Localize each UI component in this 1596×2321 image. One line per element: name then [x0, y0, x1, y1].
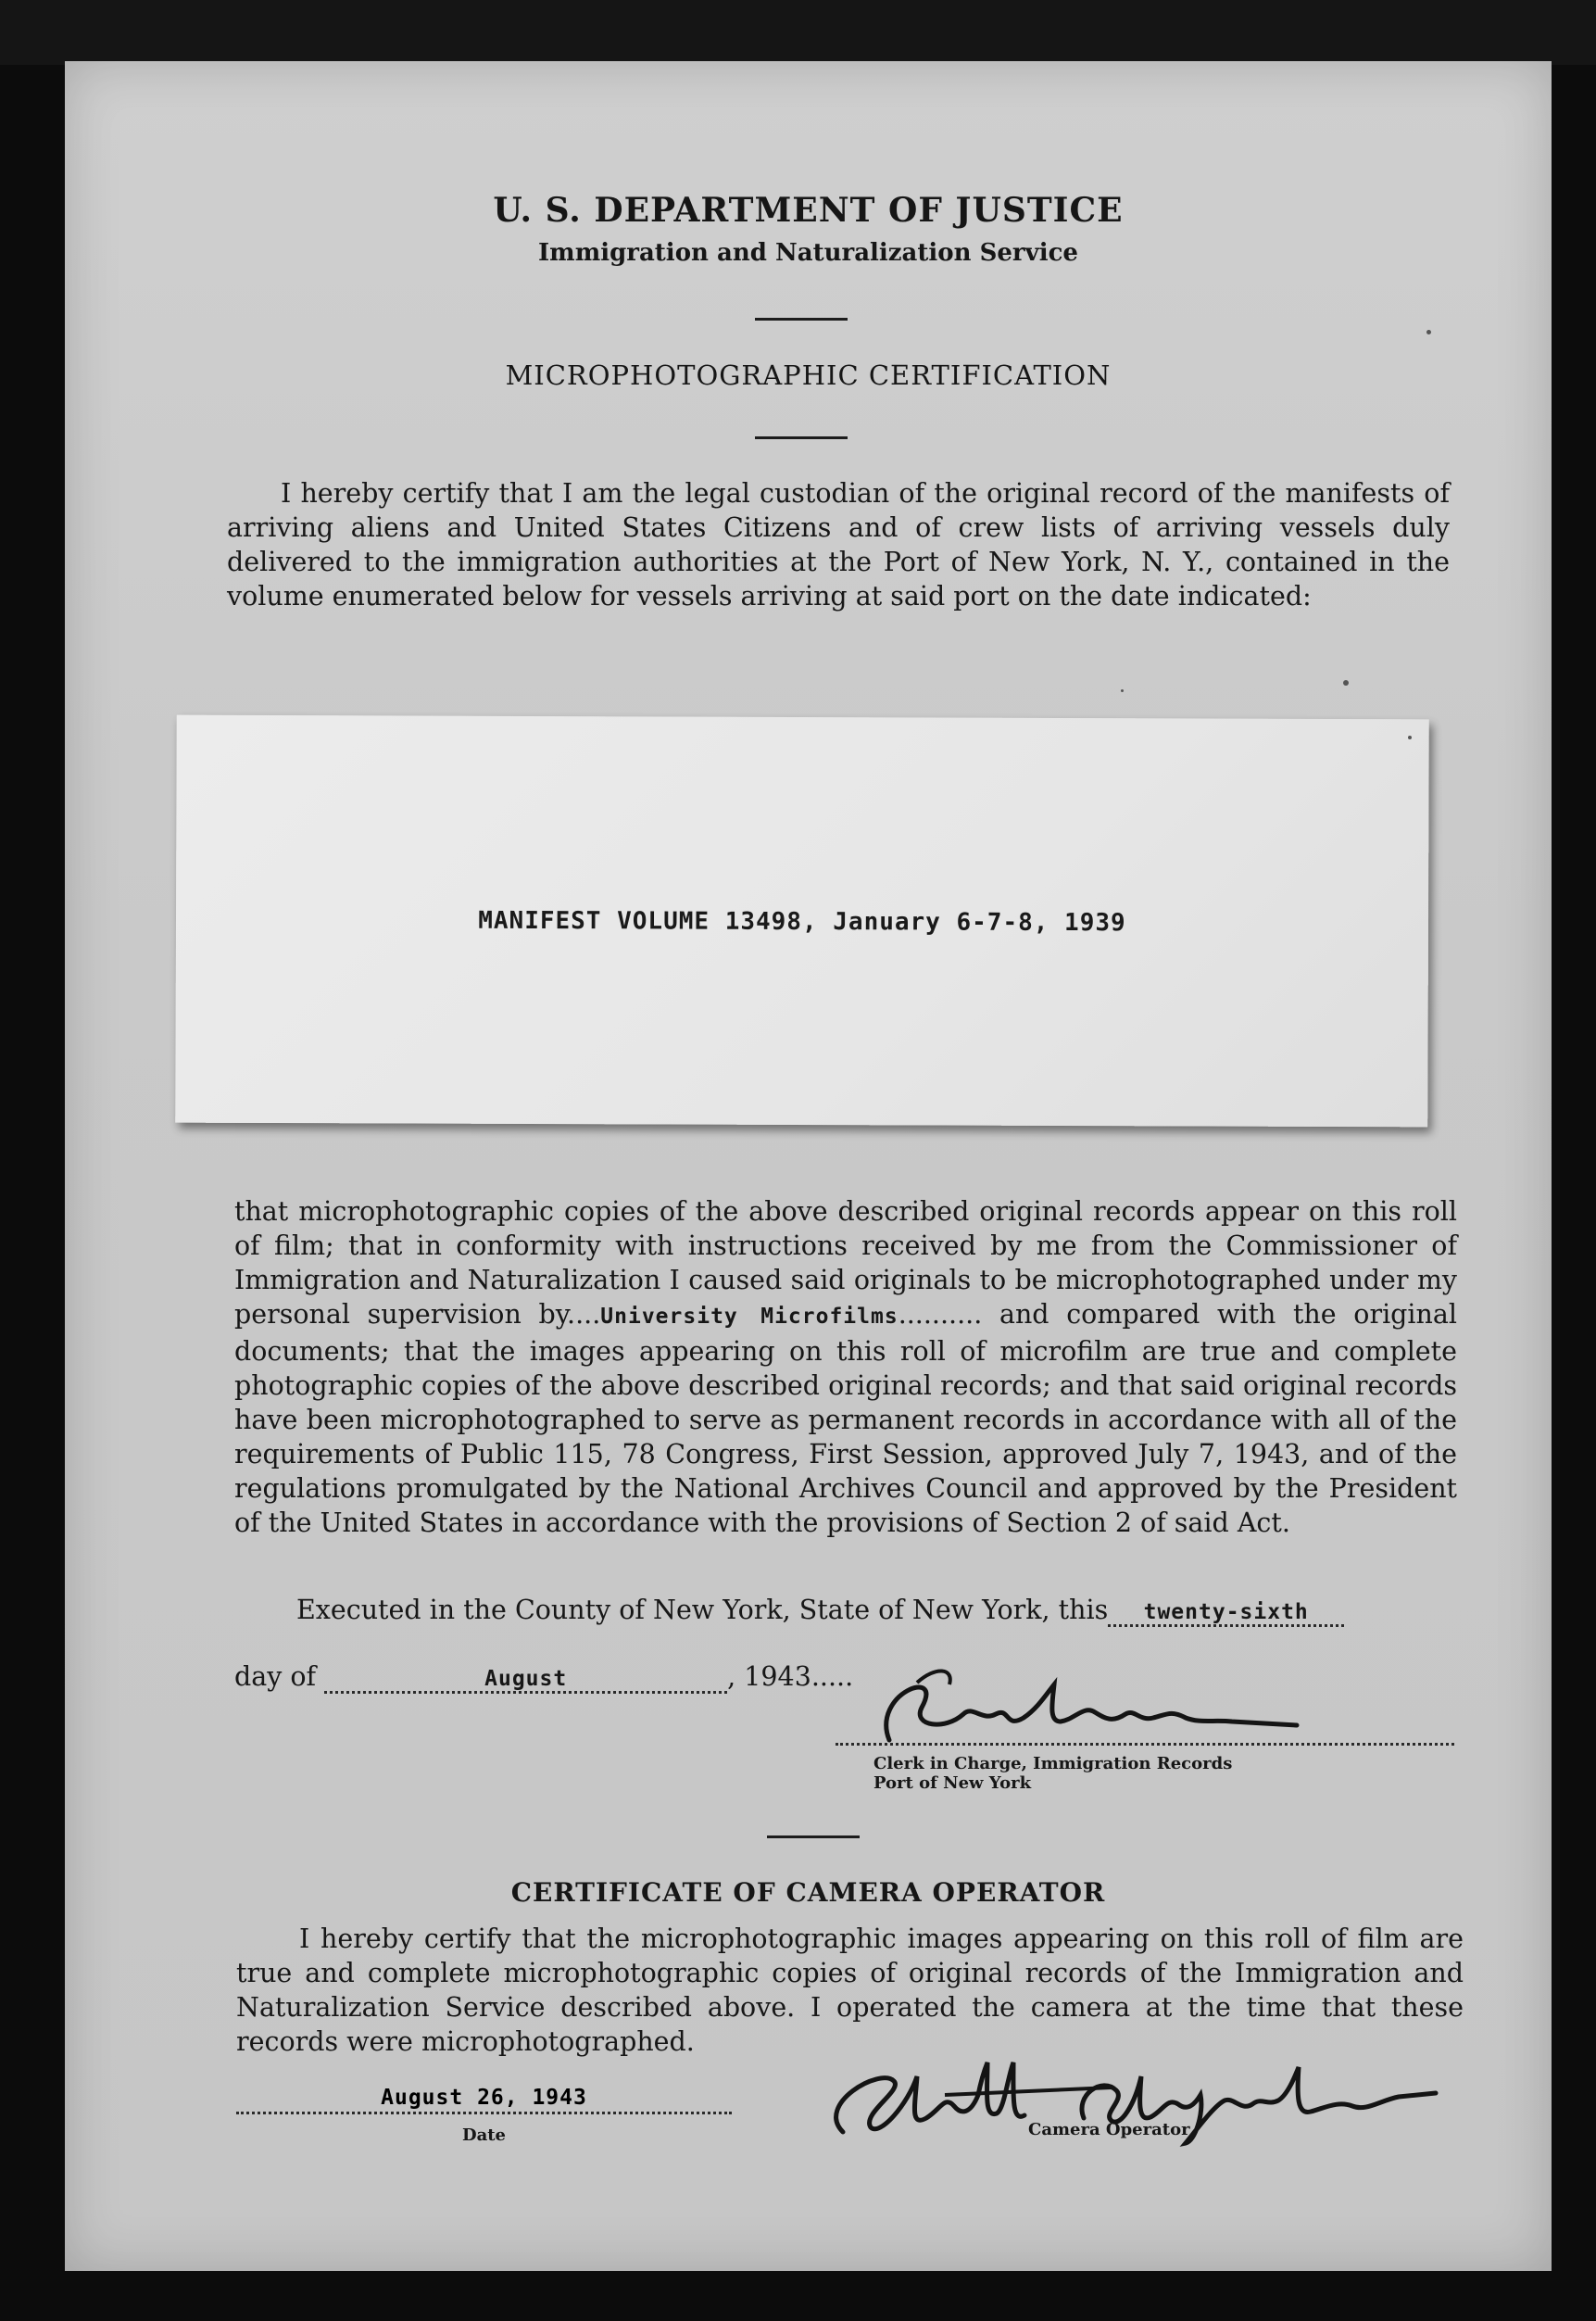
film-speck	[1343, 680, 1349, 686]
day-of-line	[234, 1661, 853, 1694]
dot-leader: ....	[567, 1299, 601, 1330]
clerk-caption	[873, 1754, 1232, 1793]
service-subheading: Immigration and Naturalization Service	[538, 239, 1078, 267]
film-speck	[1408, 736, 1412, 739]
dot-leader: .....	[811, 1661, 854, 1692]
camera-operator-caption: Camera Operator	[1028, 2120, 1190, 2139]
film-speck	[1426, 330, 1431, 334]
execution-day: twenty-sixth	[1108, 1600, 1344, 1627]
body-text-after-filmer: and compared with the original documents; that the images appearing on this roll of microfilm are true and complete photographic copies of the above described original records; and that said original records have been microphotographed to serve as permanent records in accordance with all of the requirements of Public 115, 78 Congress, First Session, approved July 7, 1943, and of the regulations promulgated by the National Archives Council and approved by the President of the United States in accordance with the provisions of Section 2 of said Act.	[234, 1299, 1458, 1538]
execution-month: August	[324, 1667, 727, 1694]
department-heading: U. S. DEPARTMENT OF JUSTICE	[493, 191, 1124, 230]
day-of-label: day of	[234, 1661, 317, 1692]
clerk-title: Clerk in Charge, Immigration Records	[873, 1754, 1233, 1773]
certification-title: MICROPHOTOGRAPHIC CERTIFICATION	[505, 360, 1112, 391]
certification-body	[234, 1194, 1457, 1540]
execution-prefix: Executed in the County of New York, State of New York, this	[296, 1595, 1109, 1625]
date-caption: Date	[461, 2125, 507, 2145]
body-text-before-filmer: that microphotographic copies of the above described original records appear on this roll of film; that in conformity with instructions received by me from the Commissioner of Immigration and Naturalization I caused said originals to be microphotographed under my personal supervision by	[234, 1196, 1457, 1330]
divider-rule	[767, 1835, 860, 1838]
manifest-volume-text: MANIFEST VOLUME 13498, January 6-7-8, 1939	[478, 906, 1126, 938]
camera-certificate-title: CERTIFICATE OF CAMERA OPERATOR	[510, 1877, 1106, 1908]
manifest-volume-slip	[175, 715, 1429, 1128]
camera-operator-statement: I hereby certify that the microphotographic images appearing on this roll of film are true and complete microphotographic copies of original records of the Immigration and Naturalization Service described above. I operated the camera at the time that these records were microphotographed.	[236, 1924, 1464, 2057]
divider-rule	[755, 318, 848, 321]
filmer-name: University Microfilms	[600, 1305, 899, 1329]
custodian-statement: I hereby certify that I am the legal custodian of the original record of the manifests of arriving aliens and United States Citizens and of crew lists of arriving vessels duly delivered to the immigration authorities at the Port of New York, N. Y., contained in the volume enumerated below for vessels arriving at said port on the date indicated:	[227, 478, 1450, 612]
clerk-port: Port of New York	[873, 1773, 1032, 1793]
film-border	[0, 0, 1596, 65]
film-speck	[1121, 689, 1124, 692]
execution-line	[296, 1595, 1344, 1627]
certificate-date: August 26, 1943	[236, 2084, 732, 2114]
dot-leader: ..........	[898, 1299, 983, 1330]
clerk-signature-line	[836, 1743, 1454, 1746]
execution-year: , 1943	[727, 1661, 811, 1692]
divider-rule	[755, 436, 848, 439]
certificate-page	[65, 61, 1552, 2271]
